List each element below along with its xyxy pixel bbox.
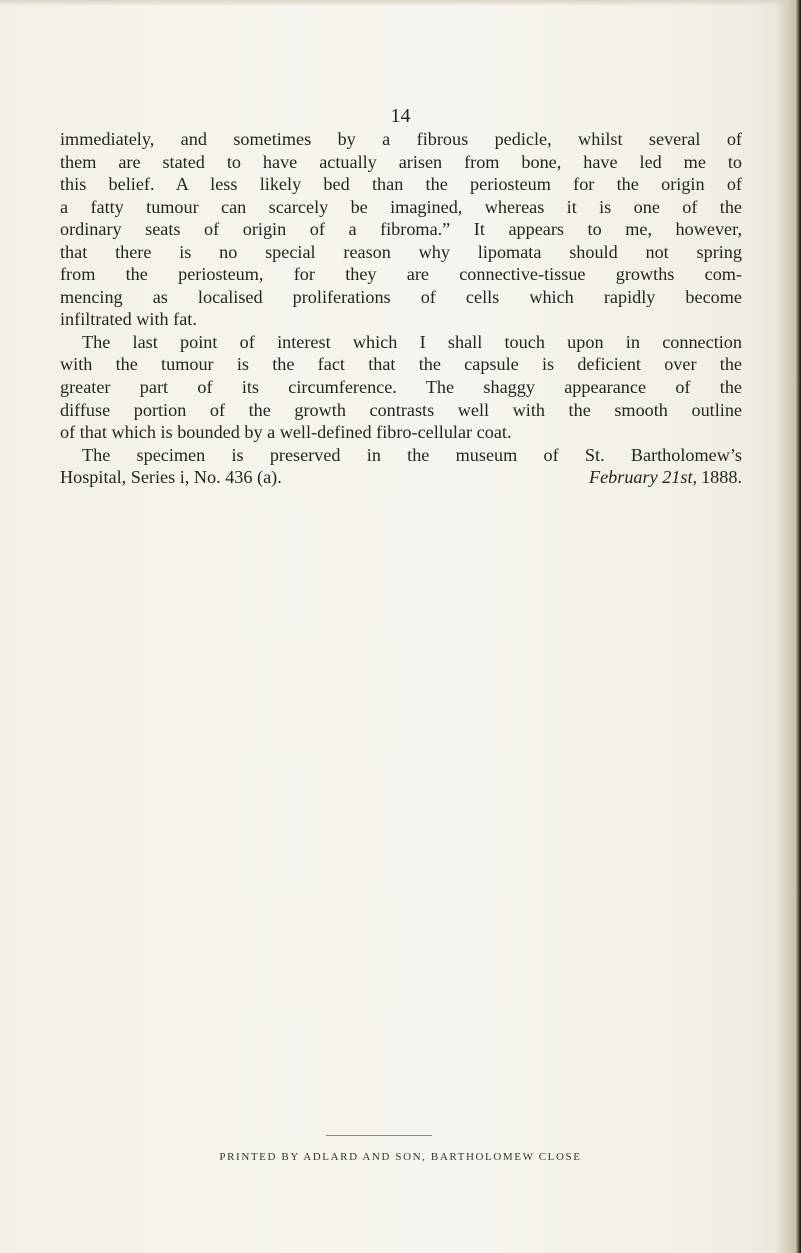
page-number: 14 (390, 105, 411, 127)
printer-imprint: PRINTED BY ADLARD AND SON, BARTHOLOMEW CLOSE (219, 1151, 582, 1163)
page-binding-edge (775, 0, 801, 1253)
imprint-rule (326, 1135, 432, 1136)
text-line: ordinary seats of origin of a fibroma.” It appears to me, however, (60, 219, 742, 240)
text-line: infiltrated with fat. (60, 309, 197, 330)
dateline-year: 1888. (701, 467, 742, 488)
text-line: a fatty tumour can scarcely be imagined, whereas it is one of the (60, 196, 742, 217)
text-line: of that which is bounded by a well-defined fibro-cellular coat. (60, 422, 512, 443)
text-line: The specimen is preserved in the museum of St. Bartholomew’s (82, 444, 742, 465)
text-line: The last point of interest which I shall touch upon in connection (82, 331, 742, 352)
specimen-reference: Hospital, Series i, No. 436 (a). (60, 467, 282, 488)
dateline-month-day: February 21st, (588, 467, 698, 488)
text-line: mencing as localised proliferations of cells which rapidly become (60, 286, 742, 307)
text-line: greater part of its circumference. The shaggy appearance of the (60, 377, 742, 398)
text-line: them are stated to have actually arisen from bone, have led me to (60, 151, 742, 172)
closing-line (60, 466, 742, 489)
text-line: that there is no special reason why lipomata should not spring (60, 241, 742, 262)
page-top-shadow (0, 0, 801, 6)
text-line: diffuse portion of the growth contrasts well with the smooth outline (60, 399, 742, 420)
text-line: this belief. A less likely bed than the periosteum for the origin of (60, 174, 742, 195)
text-line: with the tumour is the fact that the capsule is deficient over the (60, 354, 742, 375)
dateline (589, 466, 742, 489)
text-line: from the periosteum, for they are connective-tissue growths com- (60, 264, 742, 285)
body-text (60, 128, 742, 489)
text-line: immediately, and sometimes by a fibrous pedicle, whilst several of (60, 129, 742, 149)
